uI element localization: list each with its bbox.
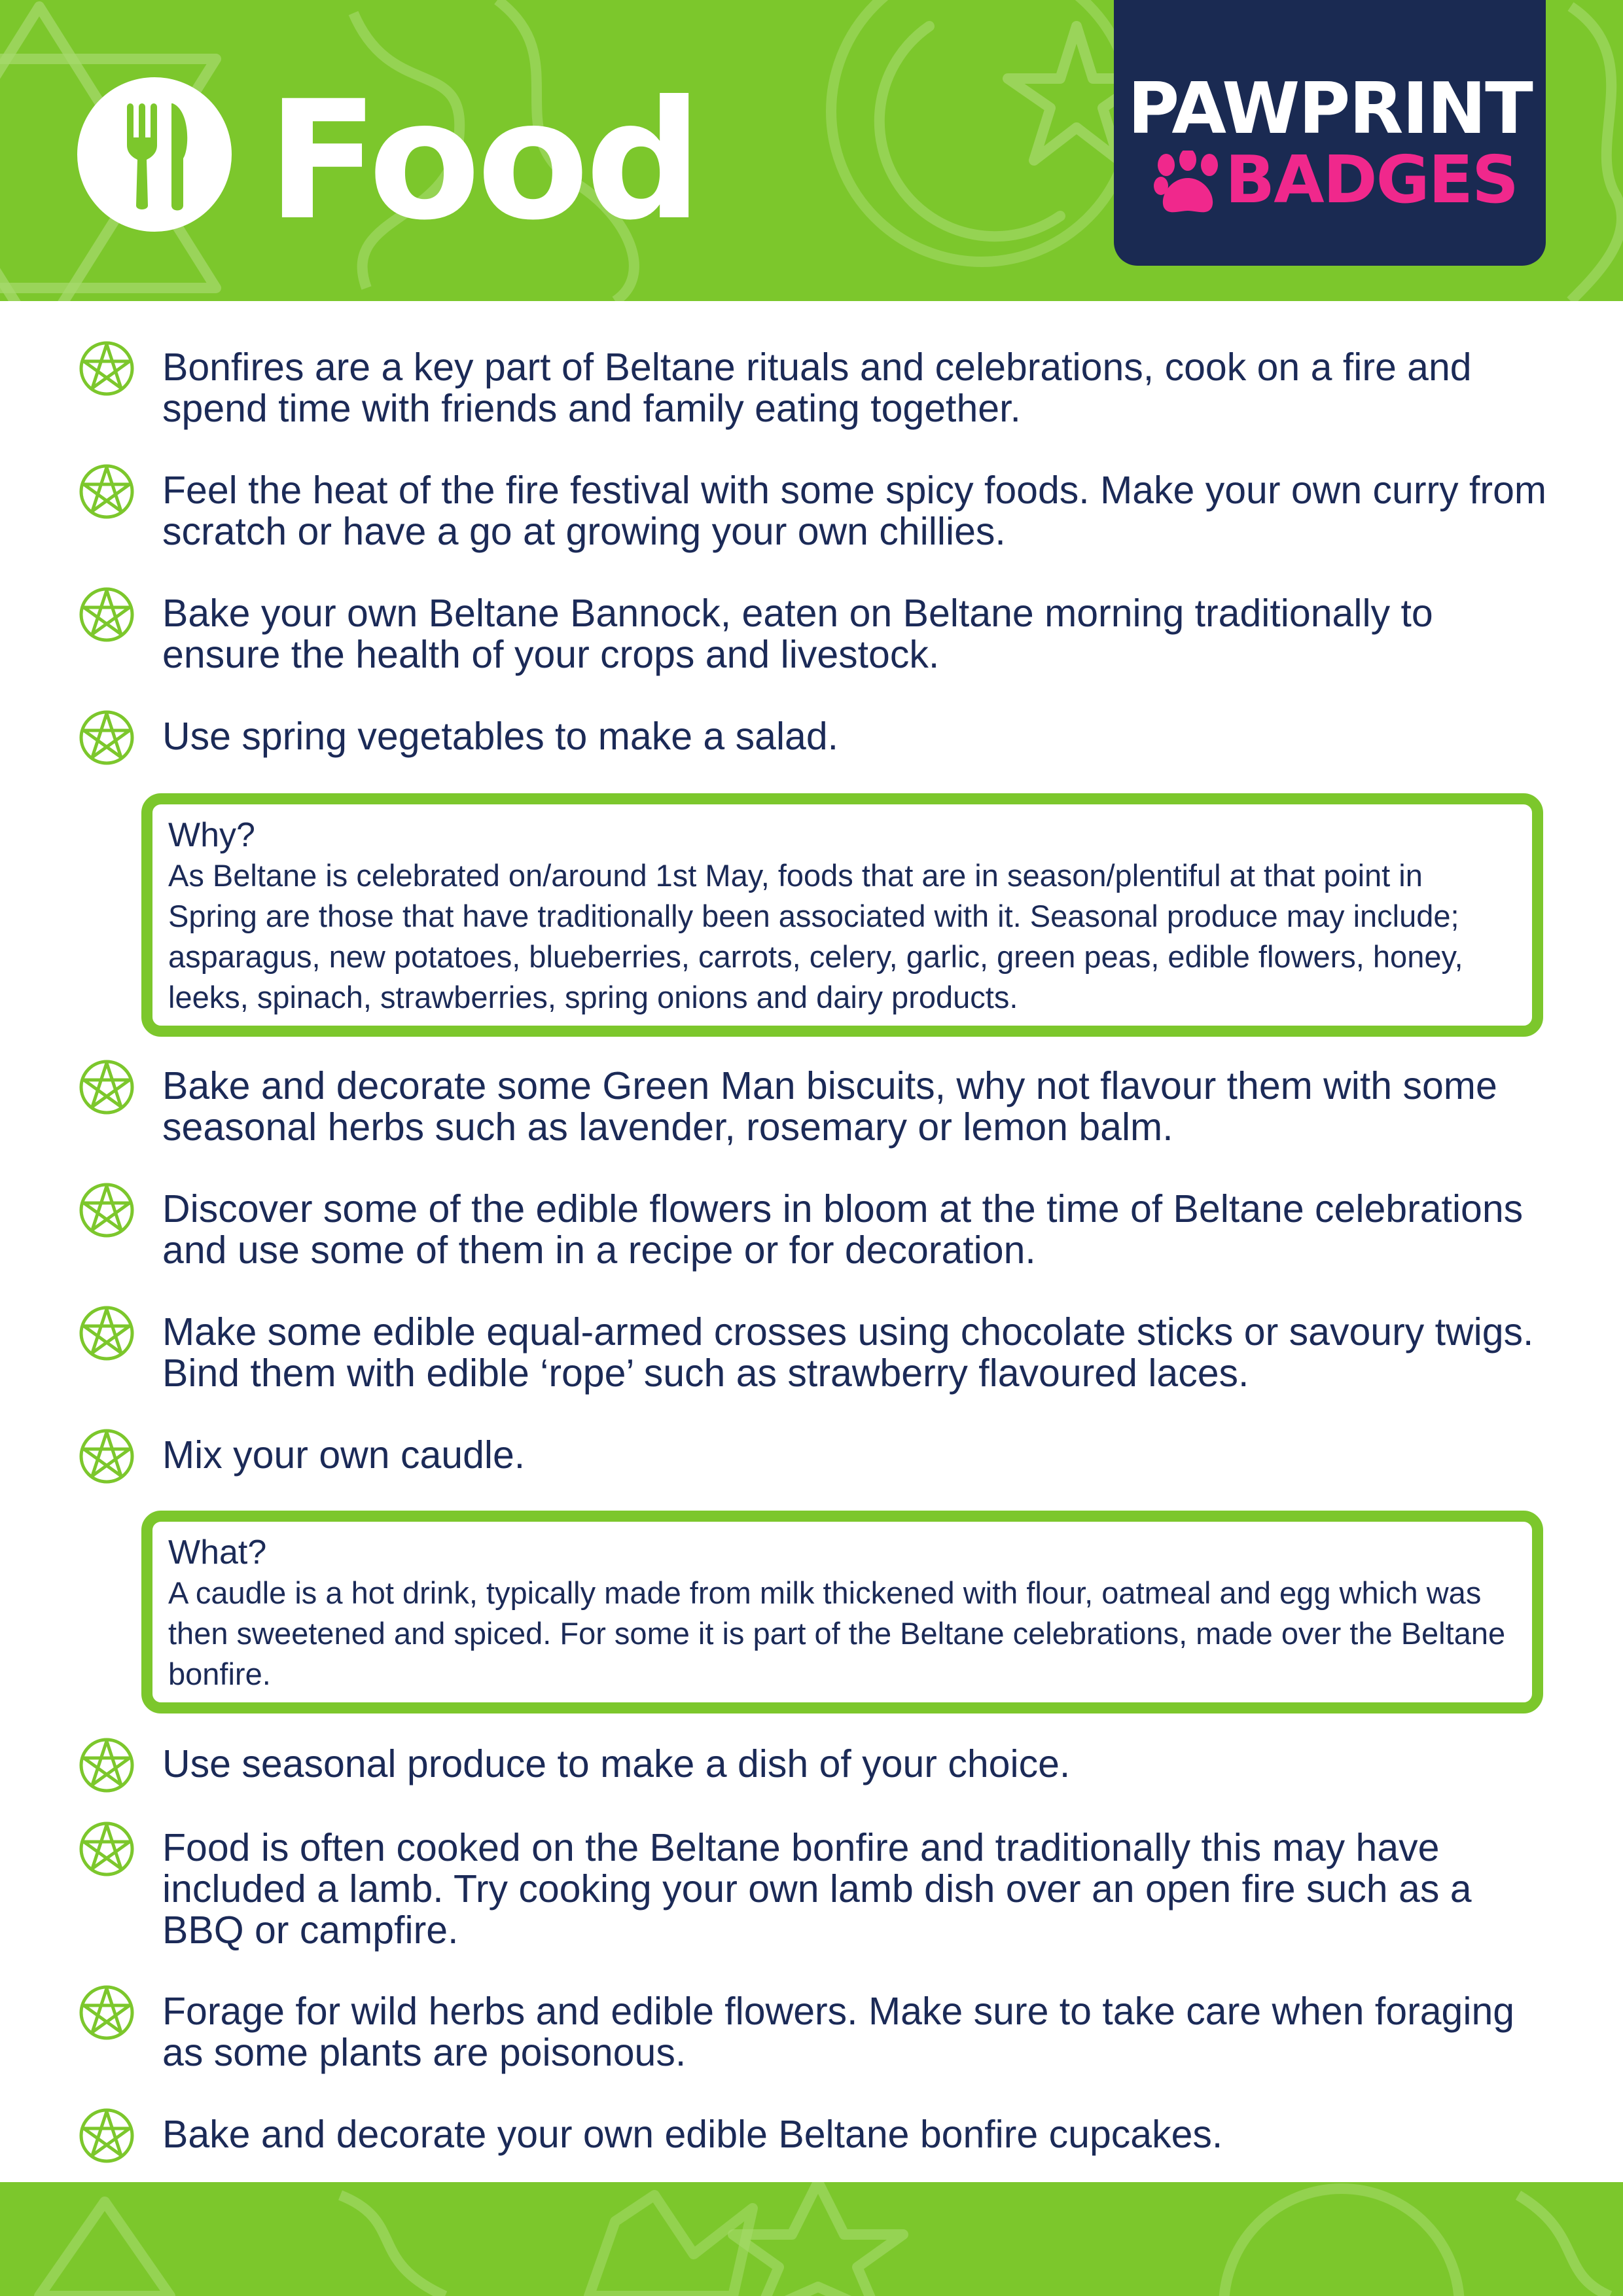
activity-list: [0, 340, 1623, 2173]
item-text: Food is often cooked on the Beltane bonfire and traditionally this may have included a lamb. Try cooking your own lamb dish over an open fire such as a BBQ or campfire.: [162, 1826, 1472, 1952]
footer-banner: [0, 2182, 1623, 2296]
pentagram-icon: [79, 1737, 135, 1793]
item-text: Bake and decorate your own edible Beltane bonfire cupcakes.: [162, 2113, 1223, 2156]
page-title: Food: [267, 65, 699, 256]
pentagram-icon: [79, 1059, 135, 1115]
paw-icon: [1152, 151, 1224, 216]
item-text: Feel the heat of the fire festival with some spicy foods. Make your own curry from scratch or have a go at growing your own chillies.: [162, 469, 1547, 553]
pentagram-icon: [79, 1182, 135, 1238]
what-info-box: [141, 1511, 1543, 1713]
pentagram-icon: [79, 1984, 135, 2041]
why-box-heading: Why?: [168, 816, 255, 854]
brand-logo: [1114, 0, 1546, 266]
item-text: Bake your own Beltane Bannock, eaten on Beltane morning traditionally to ensure the health of your crops and livestock.: [162, 592, 1433, 676]
brand-name-bottom: BADGES: [1225, 141, 1518, 218]
why-box-body: As Beltane is celebrated on/around 1st May, foods that are in season/plentiful at that point in Spring are those that have traditionally been associated with it. Seasonal produce may include; asparagus, new potatoes, blueberries, carrots, celery, garlic, green peas, edible flowers, honey, leeks, spinach, strawberries, spring onions and dairy products.: [168, 858, 1463, 1014]
what-box-heading: What?: [168, 1534, 267, 1571]
header-banner: [0, 0, 1623, 301]
item-text: Bonfires are a key part of Beltane rituals and celebrations, cook on a fire and spend time with friends and family eating together.: [162, 346, 1472, 430]
pentagram-icon: [79, 340, 135, 397]
pentagram-icon: [79, 1428, 135, 1484]
pentagram-icon: [79, 1821, 135, 1877]
item-text: Use spring vegetables to make a salad.: [162, 715, 839, 758]
brand-name-top: PAWPRINT: [1128, 68, 1532, 150]
item-text: Discover some of the edible flowers in bloom at the time of Beltane celebrations and use some of them in a recipe or for decoration.: [162, 1187, 1524, 1272]
item-text: Bake and decorate some Green Man biscuits, why not flavour them with some seasonal herbs such as lavender, rosemary or lemon balm.: [162, 1064, 1497, 1149]
pentagram-icon: [79, 1305, 135, 1361]
item-text: Make some edible equal-armed crosses using chocolate sticks or savoury twigs. Bind them with edible ‘rope’ such as strawberry flavoured laces.: [162, 1310, 1534, 1395]
item-text: Use seasonal produce to make a dish of your choice.: [162, 1742, 1071, 1785]
item-text: Forage for wild herbs and edible flowers. Make sure to take care when foraging as some plants are poisonous.: [162, 1990, 1515, 2074]
pentagram-icon: [79, 463, 135, 520]
fork-knife-icon: [77, 77, 232, 232]
item-text: Mix your own caudle.: [162, 1433, 526, 1477]
footer-pattern: [0, 2182, 1623, 2296]
pentagram-icon: [79, 2108, 135, 2164]
pentagram-icon: [79, 586, 135, 643]
pentagram-icon: [79, 709, 135, 766]
what-box-body: A caudle is a hot drink, typically made from milk thickened with flour, oatmeal and egg which was then sweetened and spiced. For some it is part of the Beltane celebrations, made over the Beltane bonfire.: [168, 1575, 1506, 1691]
why-info-box: [141, 793, 1543, 1037]
